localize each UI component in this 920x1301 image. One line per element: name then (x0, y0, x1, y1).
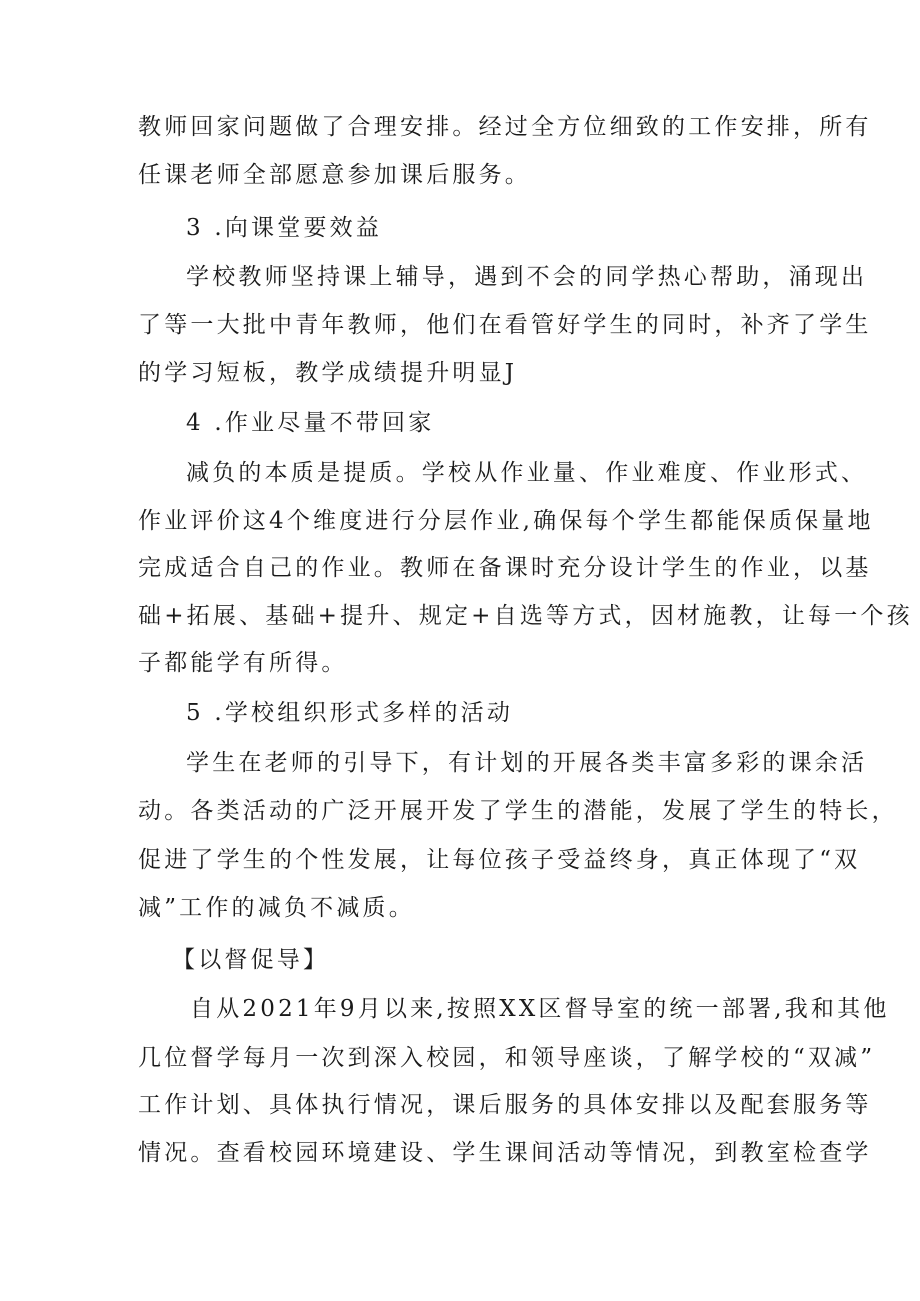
section-heading-3: 3 .向课堂要效益 (186, 215, 383, 241)
text-line-19: 自从2021年9月以来,按照XX区督导室的统一部署,我和其他 (190, 996, 890, 1022)
section-heading-5: 5 .学校组织形式多样的活动 (186, 700, 514, 726)
text-line-10: 完成适合自己的作业。教师在备课时充分设计学生的作业，以基 (138, 555, 872, 581)
section-title-bracket: 【以督促导】 (172, 947, 330, 973)
text-line-22: 情况。查看校园环境建设、学生课间活动等情况，到教室检查学 (138, 1140, 872, 1166)
text-line-17: 减”工作的减负不减质。 (138, 895, 415, 921)
text-line-16: 促进了学生的个性发展，让每位孩子受益终身，真正体现了“双 (138, 847, 861, 873)
section-heading-4: 4 .作业尽量不带回家 (186, 410, 435, 436)
text-line-1: 教师回家问题做了合理安排。经过全方位细致的工作安排，所有 (138, 114, 872, 140)
text-line-21: 工作计划、具体执行情况，课后服务的具体安排以及配套服务等 (138, 1092, 872, 1118)
text-line-15: 动。各类活动的广泛开展开发了学生的潜能，发展了学生的特长， (138, 798, 898, 824)
text-line-9: 作业评价这4个维度进行分层作业,确保每个学生都能保质保量地 (138, 508, 874, 534)
text-line-20: 几位督学每月一次到深入校园，和领导座谈，了解学校的“双减” (138, 1045, 876, 1071)
text-line-5: 了等一大批中青年教师，他们在看管好学生的同时，补齐了学生 (138, 312, 872, 338)
text-line-14: 学生在老师的引导下，有计划的开展各类丰富多彩的课余活 (186, 750, 868, 776)
text-line-6: 的学习短板，教学成绩提升明显J (138, 360, 518, 386)
text-line-8: 减负的本质是提质。学校从作业量、作业难度、作业形式、 (186, 460, 868, 486)
text-line-11: 础+拓展、基础+提升、规定+自选等方式，因材施教，让每一个孩 (138, 603, 913, 629)
text-line-4: 学校教师坚持课上辅导，遇到不会的同学热心帮助，涌现出 (186, 264, 868, 290)
text-line-2: 任课老师全部愿意参加课后服务。 (138, 162, 531, 188)
text-line-12: 子都能学有所得。 (138, 650, 348, 676)
